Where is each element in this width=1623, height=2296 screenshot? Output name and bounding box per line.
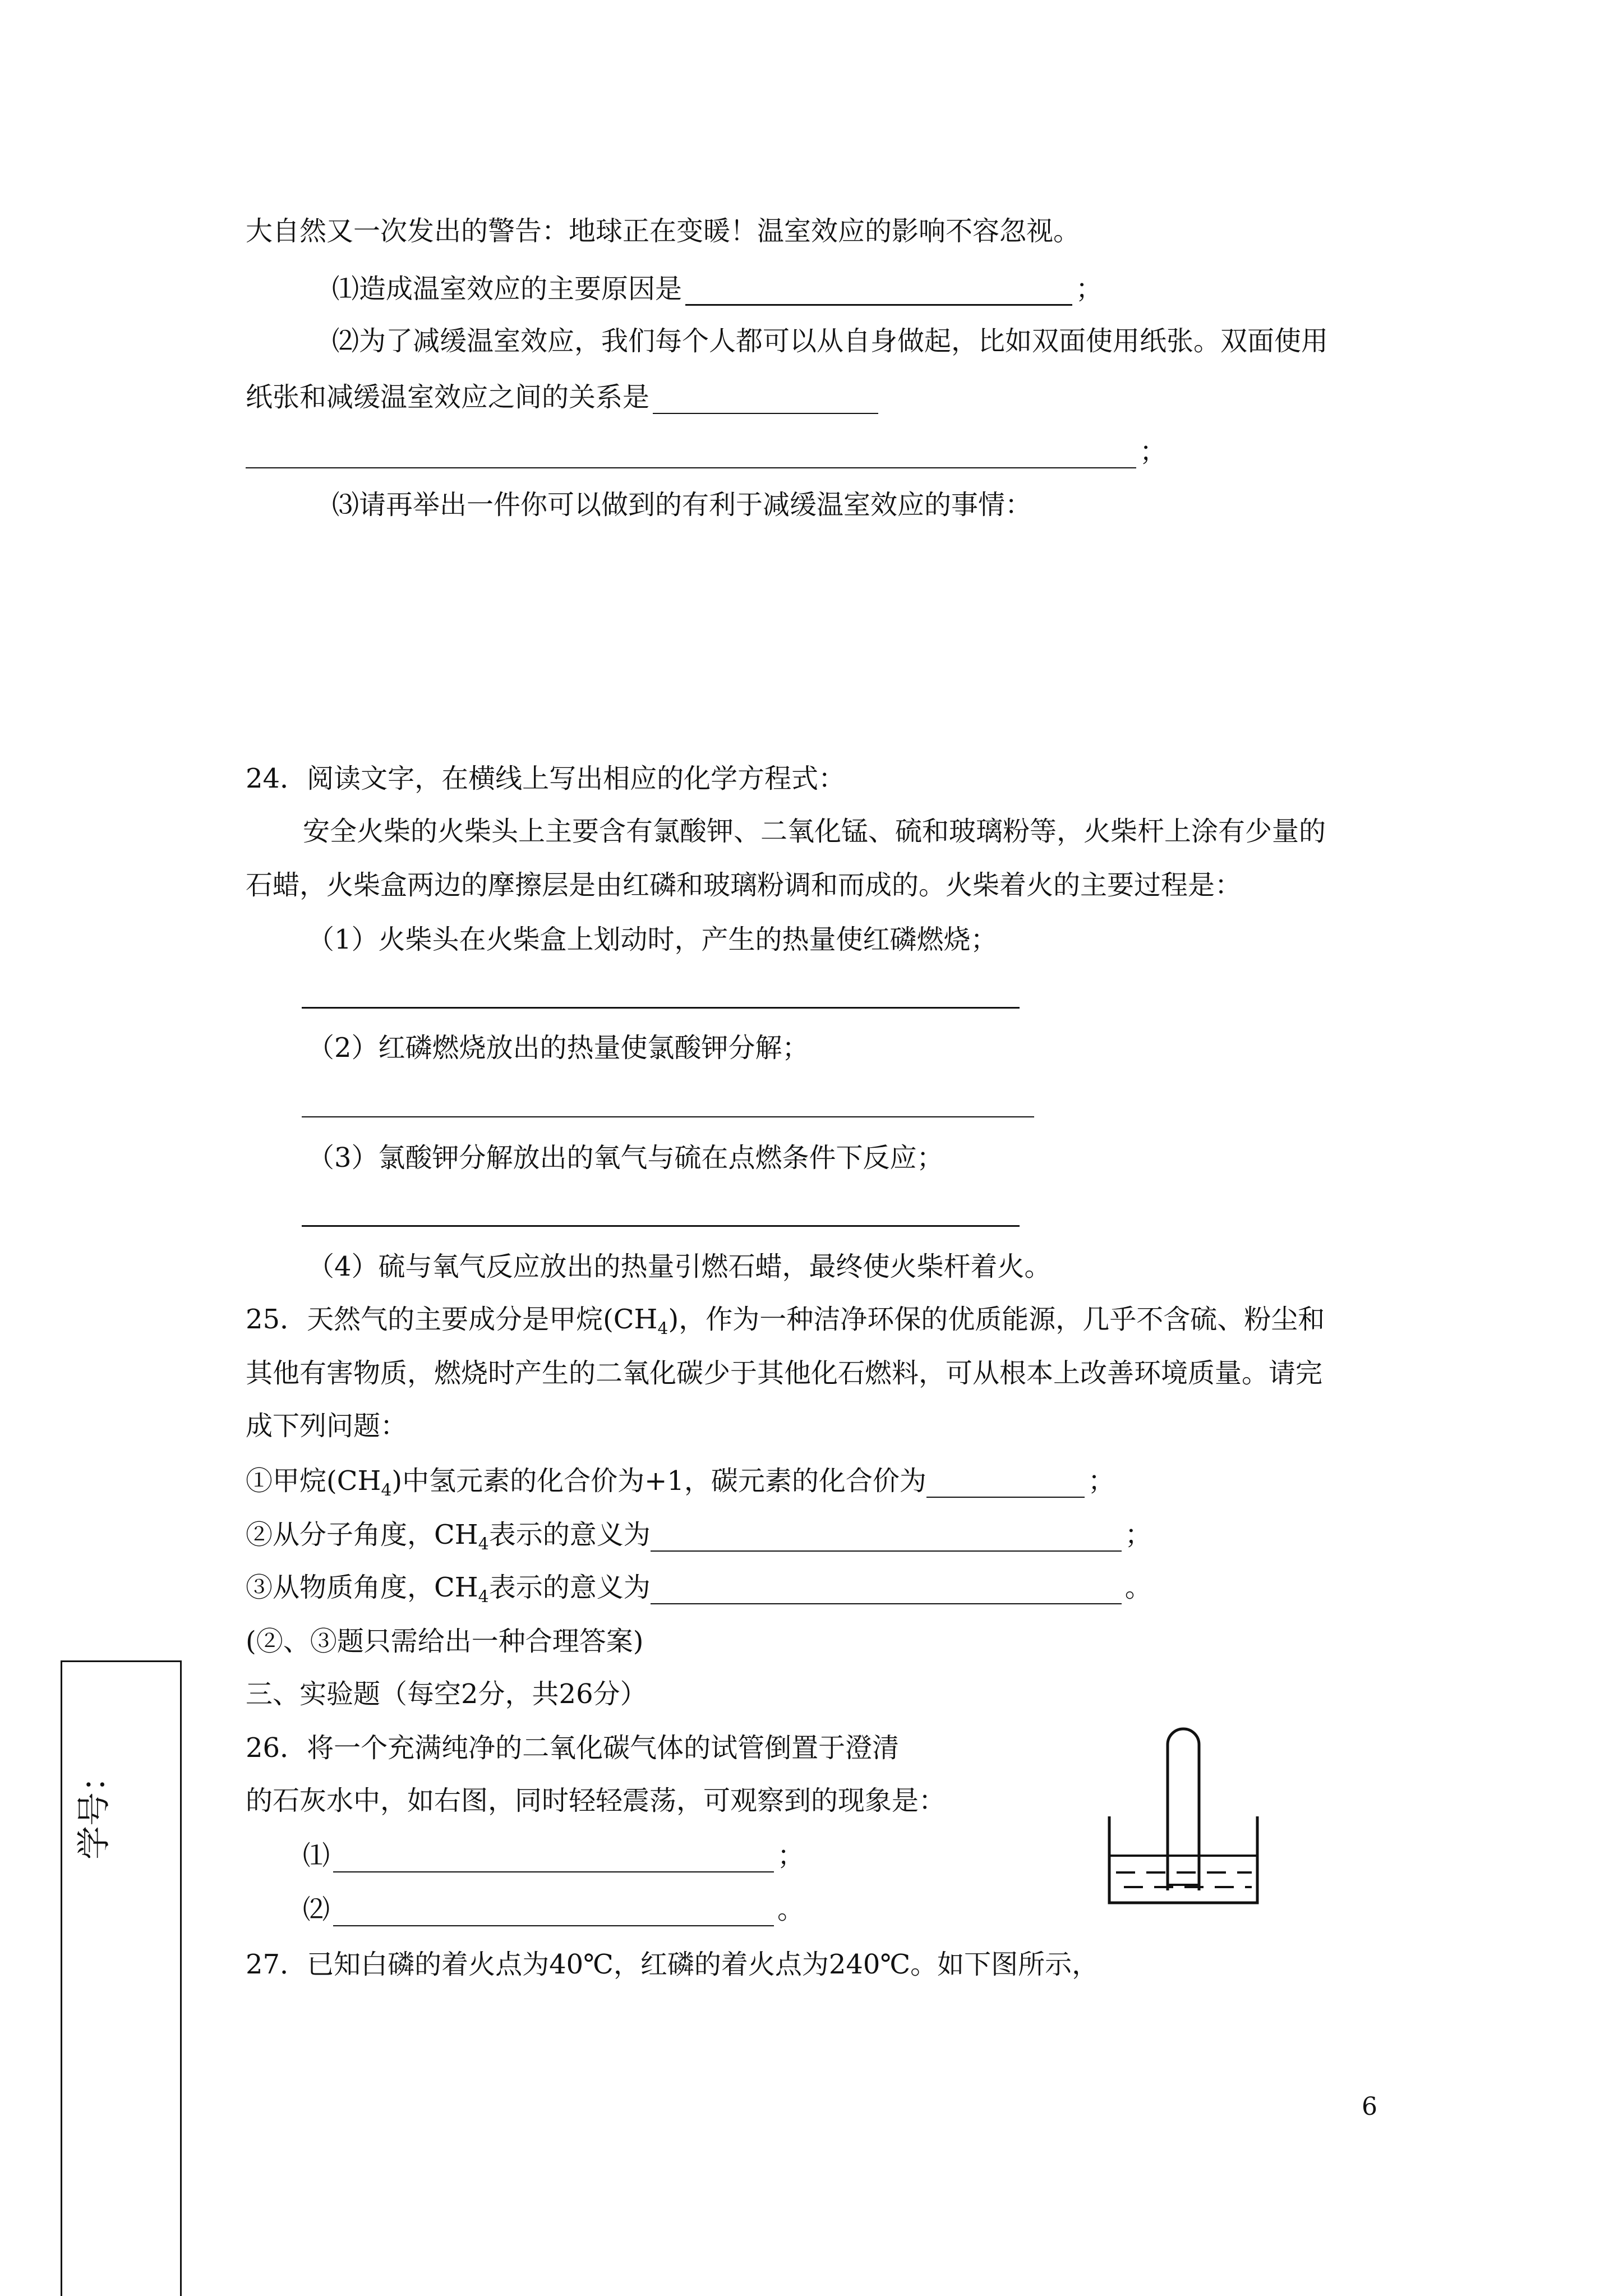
- q25-item3-text-a: ③从物质角度，CH: [246, 1572, 478, 1603]
- q26-blank2-label: ⑵: [303, 1894, 330, 1925]
- q23-part1-end: ；: [1076, 273, 1103, 305]
- q24-step3-answer-line[interactable]: [302, 1225, 1020, 1227]
- q25-item3-answer-blank[interactable]: [651, 1574, 1122, 1604]
- q25-item2-text-a: ②从分子角度，CH: [246, 1519, 478, 1550]
- student-number-label: 学号：: [75, 1759, 114, 1860]
- q26-blank1-end: ；: [777, 1840, 805, 1871]
- q25-item2-subscript: 4: [478, 1534, 489, 1554]
- q24-title: 24．阅读文字，在横线上写出相应的化学方程式：: [246, 763, 846, 794]
- page-number: 6: [1362, 2092, 1377, 2121]
- q24-step4: （4）硫与氧气反应放出的热量引燃石蜡，最终使火柴杆着火。: [307, 1251, 1052, 1282]
- q24-step3: （3）氯酸钾分解放出的氧气与硫在点燃条件下反应；: [307, 1142, 944, 1174]
- q24-step2-answer-line[interactable]: [302, 1116, 1034, 1117]
- q23-part2-answer-blank-b[interactable]: [246, 438, 1136, 468]
- q24-paragraph-line1: 安全火柴的火柴头上主要含有氯酸钾、二氧化锰、硫和玻璃粉等，火柴杆上涂有少量的: [303, 816, 1326, 847]
- q25-item1-subscript: 4: [381, 1480, 392, 1501]
- q25-item2-text-b: 表示的意义为: [488, 1519, 651, 1550]
- q25-line1-text-a: 25．天然气的主要成分是甲烷(CH: [246, 1304, 658, 1335]
- q26-blank2-end: 。: [777, 1894, 805, 1925]
- q23-part1: [332, 272, 1103, 306]
- q25-item2-end: ；: [1124, 1519, 1152, 1550]
- q26-blank1: [303, 1839, 804, 1872]
- test-tube: [1168, 1729, 1199, 1890]
- q23-part2-line2: [246, 380, 882, 414]
- q26-line1: 26．将一个充满纯净的二氧化碳气体的试管倒置于澄清: [246, 1732, 900, 1764]
- q24-paragraph-line2: 石蜡，火柴盒两边的摩擦层是由红磷和玻璃粉调和而成的。火柴着火的主要过程是：: [246, 869, 1242, 901]
- q25-item2: [246, 1518, 1152, 1552]
- q26-blank1-answer[interactable]: [333, 1842, 774, 1872]
- q23-part1-label: ⑴造成温室效应的主要原因是: [332, 273, 683, 305]
- q25-line1-subscript: 4: [657, 1319, 668, 1339]
- q25-line1-text-b: )，作为一种洁净环保的优质能源，几乎不含硫、粉尘和: [668, 1304, 1325, 1335]
- q25-line1: [246, 1303, 1325, 1339]
- q24-step1-answer-line[interactable]: [302, 1007, 1020, 1009]
- q25-item1-answer-blank[interactable]: [926, 1467, 1085, 1498]
- q25-item1: [246, 1464, 1115, 1501]
- q25-line2: 其他有害物质，燃烧时产生的二氧化碳少于其他化石燃料，可从根本上改善环境质量。请完: [246, 1358, 1323, 1389]
- q23-part2-end: ；: [1140, 436, 1167, 467]
- q23-part1-answer-blank[interactable]: [685, 275, 1072, 306]
- q25-item1-text-b: )中氢元素的化合价为+1，碳元素的化合价为: [391, 1465, 926, 1497]
- q23-part2-line1: ⑵为了减缓温室效应，我们每个人都可以从自身做起，比如双面使用纸张。双面使用: [332, 325, 1329, 357]
- q26-blank1-label: ⑴: [303, 1840, 330, 1871]
- q25-note: (②、③题只需给出一种合理答案): [246, 1626, 644, 1657]
- section3-heading: 三、实验题（每空2分，共26分）: [246, 1678, 647, 1710]
- q23-part2-answer-blank-a[interactable]: [653, 384, 878, 414]
- q26-line2: 的石灰水中，如右图，同时轻轻震荡，可观察到的现象是：: [246, 1785, 946, 1816]
- q25-item2-answer-blank[interactable]: [651, 1521, 1122, 1552]
- q25-item3: [246, 1571, 1152, 1607]
- q27-text: 27．已知白磷的着火点为40℃，红磷的着火点为240℃。如下图所示，: [246, 1949, 1099, 1980]
- q23-part2-label: 纸张和减缓温室效应之间的关系是: [246, 381, 650, 413]
- q25-item3-subscript: 4: [478, 1587, 489, 1607]
- q25-item1-text-a: ①甲烷(CH: [246, 1465, 381, 1497]
- inverted-test-tube-diagram: [1099, 1722, 1267, 1913]
- q23-part2-line3: [246, 435, 1166, 468]
- beaker: [1109, 1816, 1257, 1903]
- q25-item1-end: ；: [1087, 1465, 1115, 1497]
- q26-blank2: [303, 1893, 804, 1926]
- q24-step2: （2）红磷燃烧放出的热量使氯酸钾分解；: [307, 1032, 809, 1064]
- student-number-box: [61, 1660, 182, 2296]
- q23-part3: ⑶请再举出一件你可以做到的有利于减缓温室效应的事情：: [332, 489, 1032, 521]
- intro-text: 大自然又一次发出的警告：地球正在变暖！温室效应的影响不容忽视。: [246, 215, 1081, 247]
- q26-blank2-answer[interactable]: [333, 1896, 774, 1926]
- q25-item3-text-b: 表示的意义为: [488, 1572, 651, 1603]
- q25-line3: 成下列问题：: [246, 1410, 408, 1442]
- q25-item3-end: 。: [1124, 1572, 1152, 1603]
- q24-step1: （1）火柴头在火柴盒上划动时，产生的热量使红磷燃烧；: [307, 924, 998, 955]
